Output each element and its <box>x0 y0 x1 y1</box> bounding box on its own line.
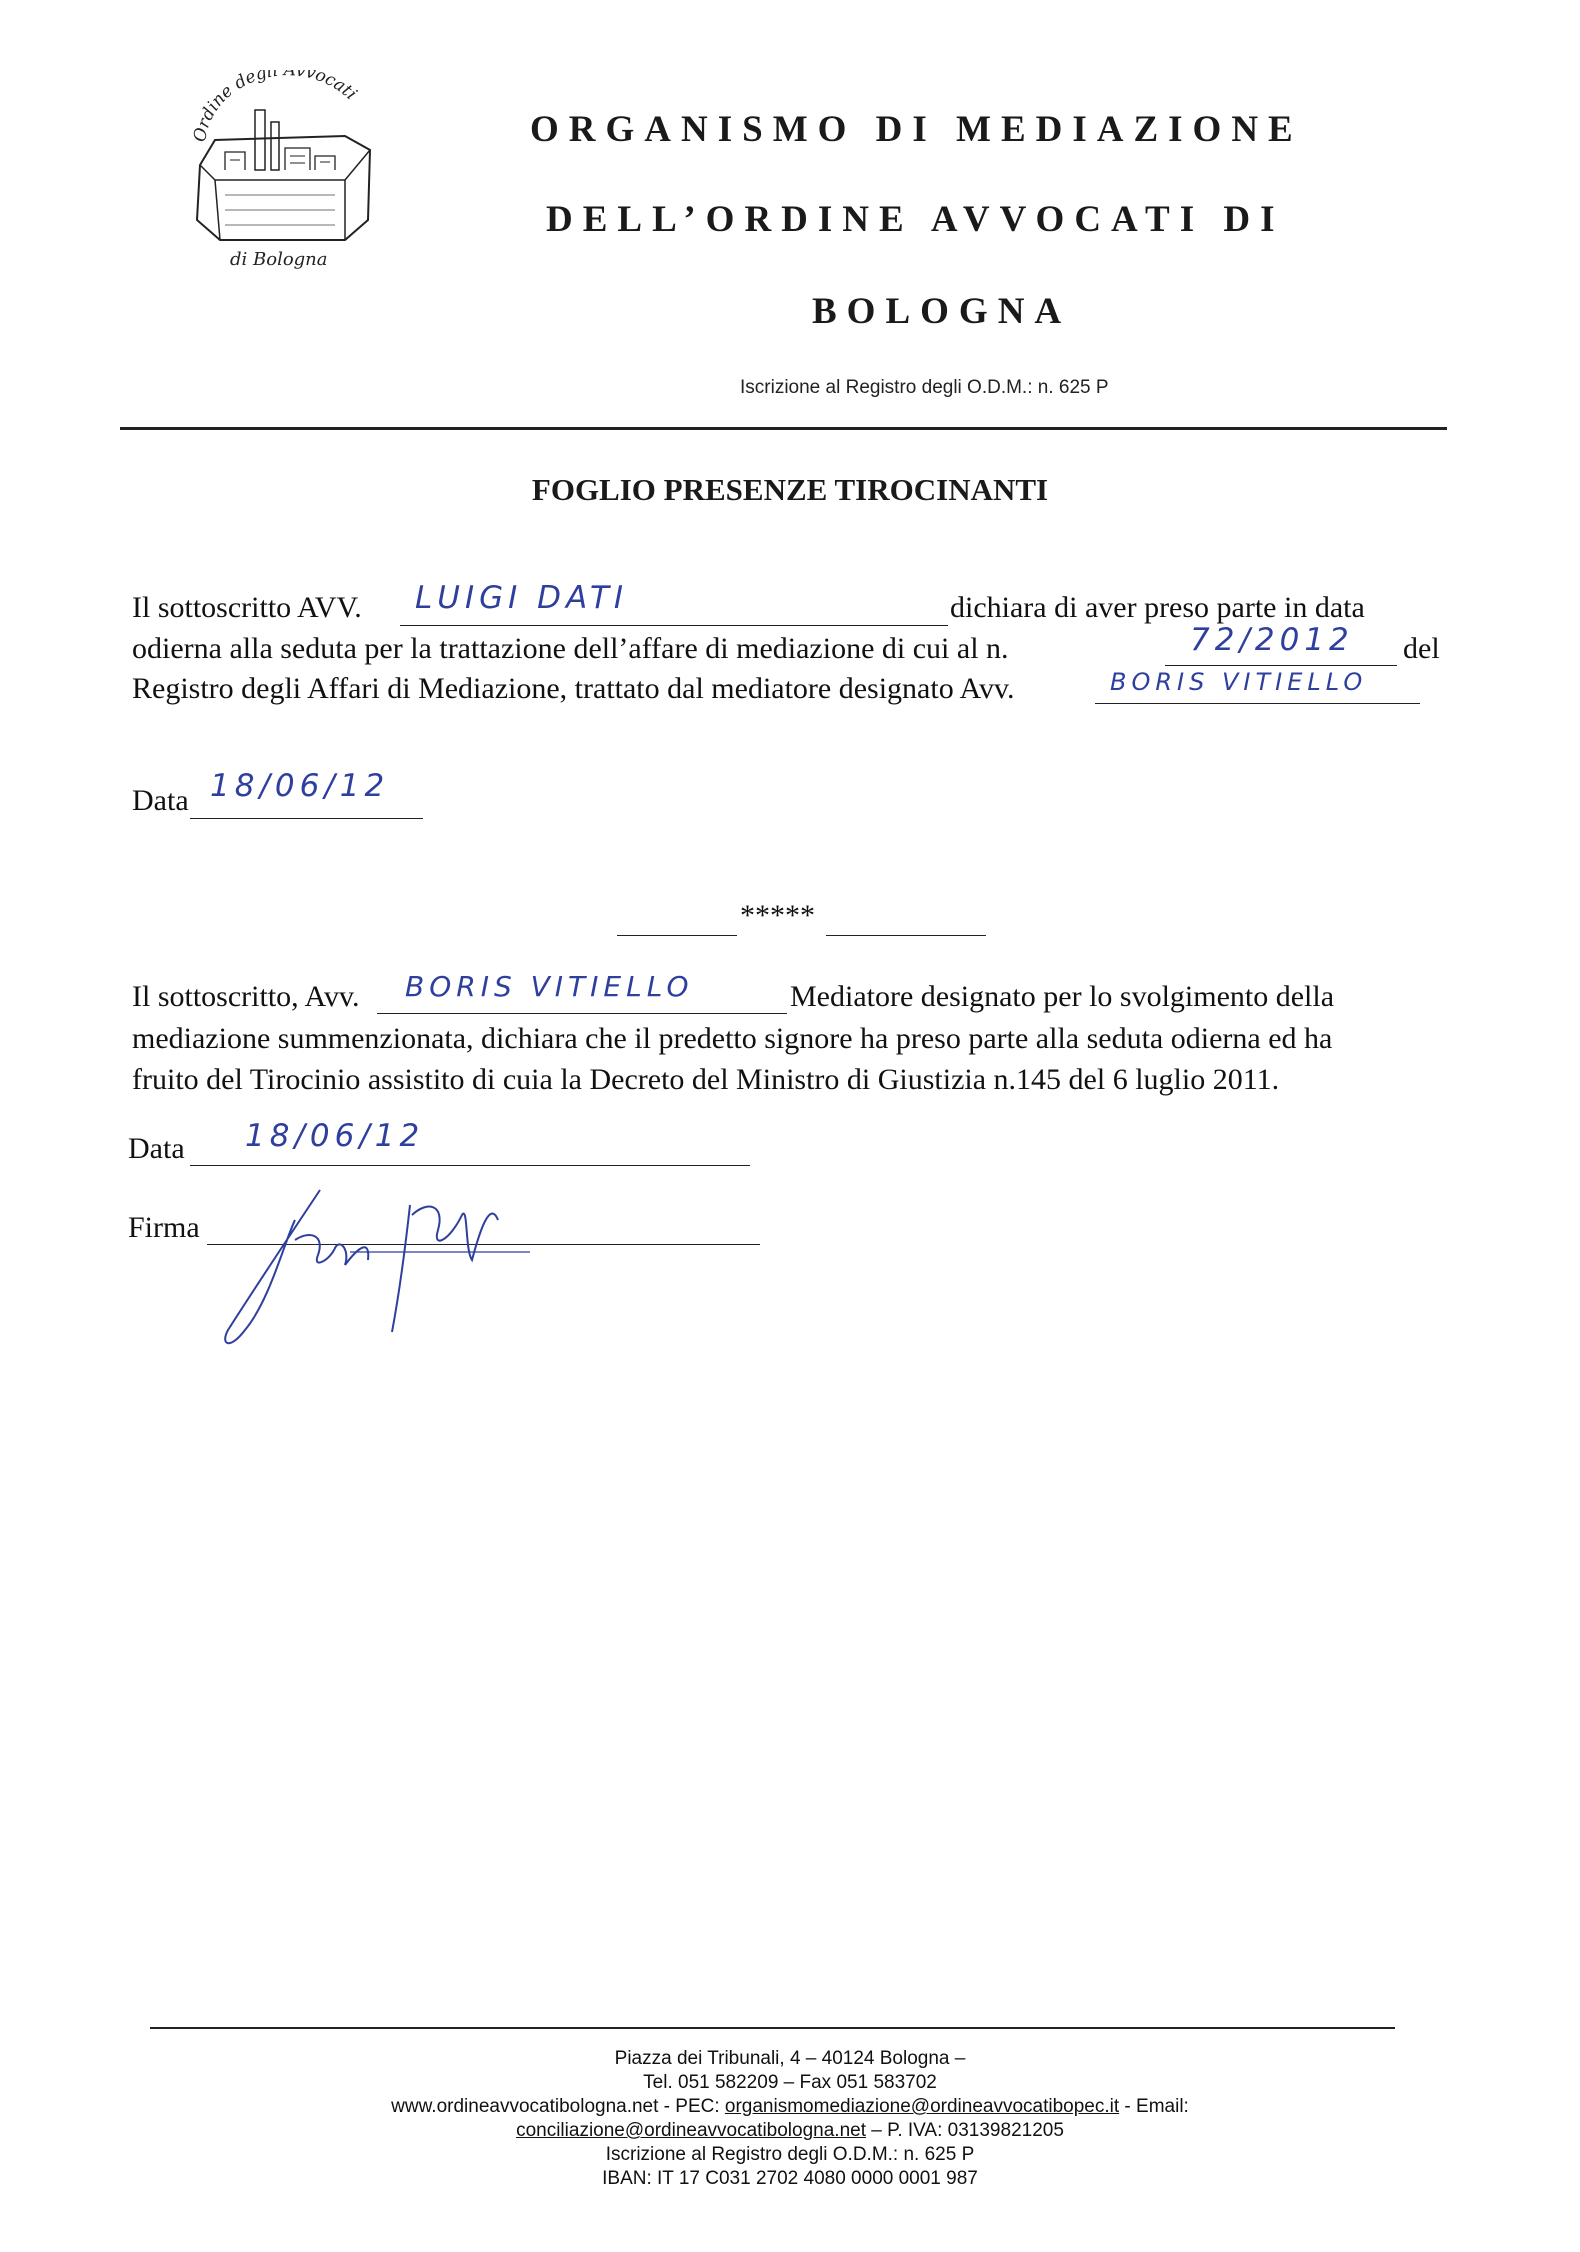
s1-mediator-line <box>1095 703 1420 704</box>
organization-logo <box>185 70 385 270</box>
logo-text-bottom: di Bologna <box>230 249 328 270</box>
s1-name-line <box>400 625 948 626</box>
s2-line1-prefix: Il sottoscritto, Avv. <box>132 980 360 1013</box>
footer-web-line <box>0 2095 1580 2119</box>
s1-handwritten-date: 18/06/12 <box>210 768 390 804</box>
footer-email-line <box>0 2119 1580 2143</box>
s2-date-label: Data <box>128 1132 185 1165</box>
svg-text:Ordine degli Avvocati <box>190 70 361 144</box>
s1-line2: odierna alla seduta per la trattazione dell’affare di mediazione di cui al n. <box>132 632 1009 665</box>
footer-vat: – P. IVA: 03139821205 <box>865 2120 1064 2141</box>
separator-line-right <box>826 935 986 936</box>
s1-number-line <box>1165 665 1397 666</box>
document-title: FOGLIO PRESENZE TIROCINANTI <box>531 472 1049 507</box>
separator-line-left <box>617 935 737 936</box>
header-line-3: BOLOGNA <box>812 291 1072 332</box>
s1-line3: Registro degli Affari di Mediazione, trattato dal mediatore designato Avv. <box>132 672 1015 705</box>
s1-date-line <box>190 818 423 819</box>
s1-line1-prefix: Il sottoscritto AVV. <box>132 591 362 624</box>
footer-registry: Iscrizione al Registro degli O.D.M.: n. 625 P <box>605 2144 975 2165</box>
s1-handwritten-mediator: BORIS VITIELLO <box>1110 668 1368 696</box>
s2-name-line <box>377 1013 787 1014</box>
separator-stars: ***** <box>740 899 815 932</box>
footer-iban: IBAN: IT 17 C031 2702 4080 0000 0001 987 <box>602 2168 978 2189</box>
footer-website: www.ordineavvocatibologna.net - PEC: <box>391 2096 725 2117</box>
s1-handwritten-number: 72/2012 <box>1190 622 1354 658</box>
footer-address: Piazza dei Tribunali, 4 – 40124 Bologna – <box>614 2048 966 2069</box>
footer-email-link[interactable]: conciliazione@ordineavvocatibologna.net <box>516 2120 866 2141</box>
signature-image <box>200 1160 560 1350</box>
footer-email-label: - Email: <box>1119 2096 1189 2117</box>
s2-handwritten-name: BORIS VITIELLO <box>405 970 694 1003</box>
s2-sign-label: Firma <box>128 1211 200 1244</box>
header-divider <box>120 427 1447 430</box>
logo-text-top: Ordine degli Avvocati <box>190 70 361 144</box>
header-line-2: DELL’ORDINE AVVOCATI DI <box>546 199 1285 240</box>
s2-line1-suffix: Mediatore designato per lo svolgimento della <box>790 980 1335 1013</box>
s1-line2-suffix: del <box>1403 632 1440 665</box>
s2-line2: mediazione summenzionata, dichiara che il predetto signore ha preso parte alla seduta odierna ed ha <box>132 1022 1333 1055</box>
footer-pec-link[interactable]: organismomediazione@ordineavvocatibopec.it <box>724 2096 1120 2117</box>
registry-number: Iscrizione al Registro degli O.D.M.: n. 625 P <box>740 377 1109 398</box>
s1-date-label: Data <box>132 784 189 817</box>
s1-handwritten-name: LUIGI DATI <box>415 580 629 616</box>
s2-handwritten-date: 18/06/12 <box>245 1118 425 1154</box>
s1-line1-suffix: dichiara di aver preso parte in data <box>950 591 1365 624</box>
footer-phone: Tel. 051 582209 – Fax 051 583702 <box>643 2072 937 2093</box>
footer-divider <box>150 2027 1395 2029</box>
s2-line3: fruito del Tirocinio assistito di cuia la Decreto del Ministro di Giustizia n.145 del 6 luglio 2011. <box>132 1063 1280 1096</box>
header-line-1: ORGANISMO DI MEDIAZIONE <box>530 109 1303 150</box>
